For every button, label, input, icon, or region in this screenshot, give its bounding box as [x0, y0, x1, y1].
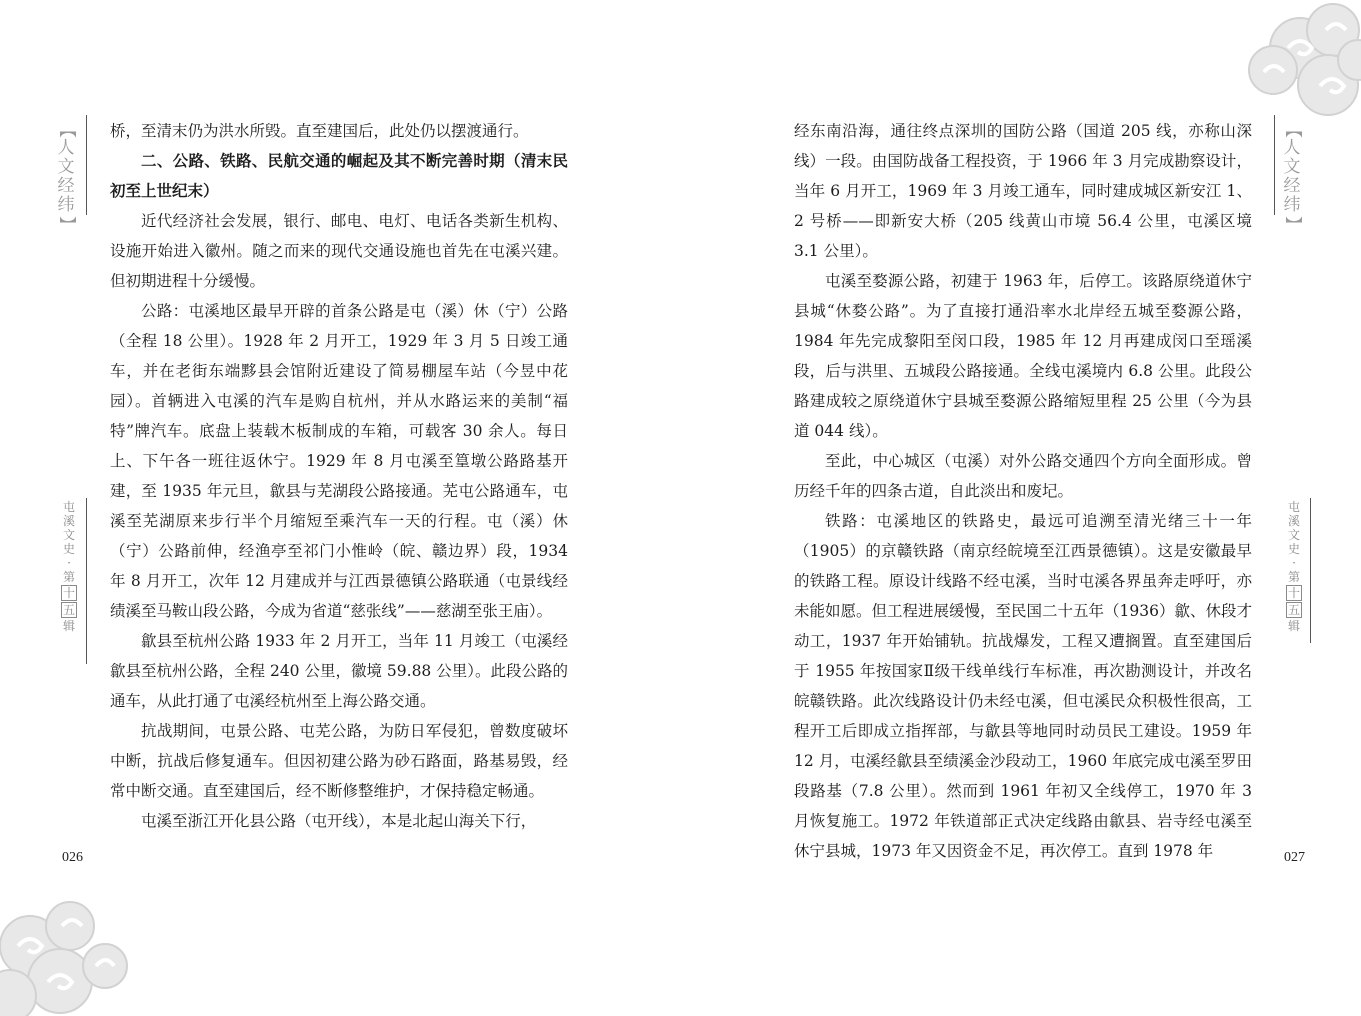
left-series-title — [55, 120, 77, 234]
margin-title-char: 【 — [1282, 121, 1303, 138]
margin-title-char: 文 — [1287, 528, 1300, 542]
margin-title-char: · — [67, 556, 71, 570]
margin-title-char: 纬 — [1283, 195, 1301, 215]
margin-title-char: 溪 — [1287, 514, 1300, 528]
margin-title-char: 史 — [1287, 542, 1300, 556]
margin-title-char: 五 — [1287, 603, 1300, 617]
margin-title-char: 史 — [62, 542, 75, 556]
margin-title-char: 屯 — [1287, 500, 1300, 514]
cloud-ornament-top-right-icon — [1238, 0, 1361, 128]
left-margin-line-top — [86, 115, 87, 215]
paragraph: 二、公路、铁路、民航交通的崛起及其不断完善时期（清末民初至上世纪末） — [110, 151, 568, 200]
margin-title-char: 人 — [1283, 138, 1301, 158]
margin-title-char: 五 — [62, 603, 75, 617]
margin-title-char: 第 — [62, 570, 75, 584]
paragraph: 铁路：屯溪地区的铁路史，最远可追溯至清光绪三十一年（1905）的京赣铁路（南京经皖境至江西景德镇）。这是安徽最早的铁路工程。原设计线路不经屯溪，当时屯溪各界虽奔走呼吁，亦未能如愿。但工程进展缓慢，至民国二十五年（1936）歙、休段才动工，1937 年开始铺轨。抗战爆发，工程又遭搁置。直至建国后于 1955 年按国家Ⅱ级干线单线行车标准，再次勘测设计，并改名皖赣铁路。此次线路设计仍未经屯溪，但屯溪民众积极性很高，工程开工后即成立指挥部，与歙县等地同时动员民工建设。1959 年 12 月，屯溪经歙县至绩溪金沙段动工，1960 年底完成屯溪至罗田段路基（7.8 公里）。然而到 1961 年初又全线停工，1970 年 3 月恢复施工。1972 年铁道部正式决定线路由歙县、岩寺经屯溪至休宁县城，1973 年又因资金不足，再次停工。直到 1978 年 — [794, 512, 1252, 860]
paragraph: 抗战期间，屯景公路、屯芜公路，为防日军侵犯，曾数度破坏中断，抗战后修复通车。但因初建公路为砂石路面，路基易毁，经常中断交通。直至建国后，经不断修整维护，才保持稳定畅通。 — [110, 722, 568, 800]
margin-title-char: 文 — [1283, 157, 1301, 177]
cloud-ornament-bottom-left-icon — [0, 886, 130, 1016]
margin-title-char: 】 — [56, 216, 77, 233]
margin-title-char: 文 — [57, 157, 75, 177]
right-page-number: 027 — [1284, 850, 1305, 865]
right-page-body — [794, 116, 1252, 866]
left-page-body — [110, 116, 568, 836]
left-journal-title — [61, 500, 77, 633]
paragraph: 经东南沿海，通往终点深圳的国防公路（国道 205 线，亦称山深线）一段。由国防战备工程投资，于 1966 年 3 月完成勘察设计，当年 6 月开工，1969 年 3 月竣工通车，同时建成城区新安江 1、2 号桥——即新安大桥（205 线黄山市境 56.4 公里，屯溪区境 3.1 公里）。 — [794, 122, 1252, 260]
paragraph: 屯溪至浙江开化县公路（屯开线），本是北起山海关下行， — [141, 812, 537, 830]
paragraph: 屯溪至婺源公路，初建于 1963 年，后停工。该路原绕道休宁县城“休婺公路”。为了直接打通沿率水北岸经五城至婺源公路，1984 年先完成黎阳至闵口段，1985 年 12 月再建成闵口至瑶溪段，后与洪里、五城段公路接通。全线屯溪境内 6.8 公里。此段公路建成较之原绕道休宁县城至婺源公路缩短里程 25 公里（今为县道 044 线）。 — [794, 272, 1252, 440]
left-margin-line-bottom — [86, 498, 87, 664]
margin-title-char: 十 — [1287, 586, 1300, 600]
margin-title-char: 经 — [1283, 176, 1301, 196]
margin-title-char: 溪 — [62, 514, 75, 528]
margin-title-char: 纬 — [57, 195, 75, 215]
paragraph: 桥，至清末仍为洪水所毁。直至建国后，此处仍以摆渡通行。 — [110, 122, 529, 140]
right-margin-line-top — [1274, 115, 1275, 215]
margin-title-char: 十 — [62, 586, 75, 600]
right-series-title — [1281, 120, 1303, 234]
margin-title-char: · — [1292, 556, 1296, 570]
margin-title-char: 文 — [62, 528, 75, 542]
paragraph: 歙县至杭州公路 1933 年 2 月开工，当年 11 月竣工（屯溪经歙县至杭州公路，全程 240 公里，徽境 59.88 公里）。此段公路的通车，从此打通了屯溪经杭州至上海公路交通。 — [110, 632, 568, 710]
margin-title-char: 人 — [57, 138, 75, 158]
left-page-number: 026 — [62, 850, 83, 865]
right-margin-line-bottom — [1310, 498, 1311, 643]
paragraph: 公路：屯溪地区最早开辟的首条公路是屯（溪）休（宁）公路（全程 18 公里）。1928 年 2 月开工，1929 年 3 月 5 日竣工通车，并在老街东端黟县会馆附近建设了简易棚屋车站（今昱中花园）。首辆进入屯溪的汽车是购自杭州，并从水路运来的美制“福特”牌汽车。底盘上装载木板制成的车箱，可载客 30 余人。每日上、下午各一班往返休宁。1929 年 8 月屯溪至篁墩公路路基开建，至 1935 年元旦，歙县与芜湖段公路接通。芜屯公路通车，屯溪至芜湖原来步行半个月缩短至乘汽车一天的行程。屯（溪）休（宁）公路前伸，经渔亭至祁门小惟岭（皖、赣边界）段，1934 年 8 月开工，次年 12 月建成并与江西景德镇公路联通（屯景线经绩溪至马鞍山段公路，今成为省道“慈张线”——慈湖至张王庙）。 — [110, 302, 568, 620]
margin-title-char: 】 — [1282, 216, 1303, 233]
paragraph: 近代经济社会发展，银行、邮电、电灯、电话各类新生机构、设施开始进入徽州。随之而来的现代交通设施也首先在屯溪兴建。但初期进程十分缓慢。 — [110, 212, 568, 290]
margin-title-char: 屯 — [62, 500, 75, 514]
margin-title-char: 【 — [56, 121, 77, 138]
margin-title-char: 辑 — [1287, 619, 1300, 633]
paragraph: 至此，中心城区（屯溪）对外公路交通四个方向全面形成。曾历经千年的四条古道，自此淡出和废圮。 — [794, 452, 1252, 500]
margin-title-char: 第 — [1287, 570, 1300, 584]
margin-title-char: 经 — [57, 176, 75, 196]
margin-title-char: 辑 — [62, 619, 75, 633]
right-journal-title — [1286, 500, 1302, 633]
